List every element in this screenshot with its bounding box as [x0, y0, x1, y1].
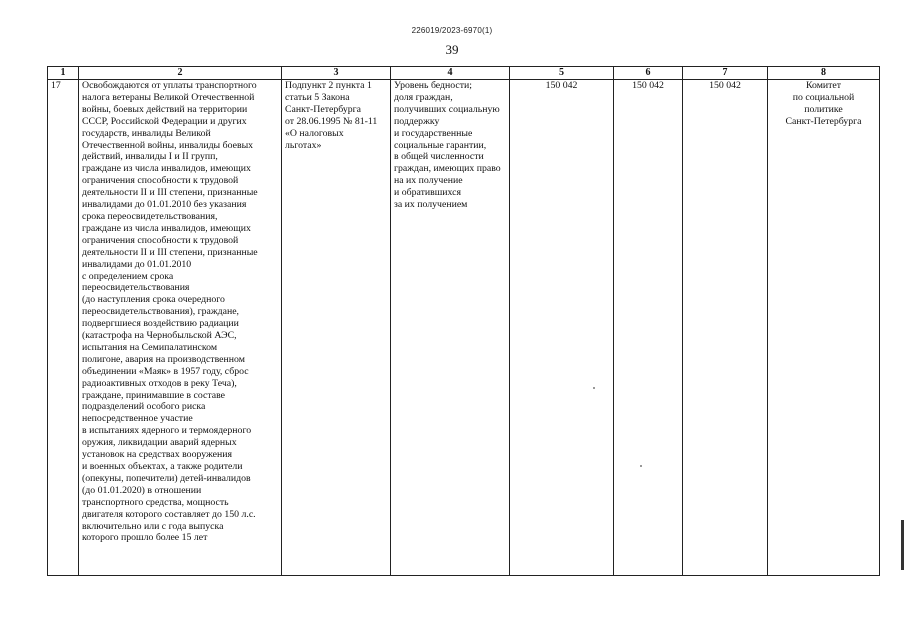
column-header-1: 1 [48, 67, 79, 80]
page-number: 39 [445, 42, 459, 57]
legal-basis: Подпункт 2 пункта 1 статьи 5 Закона Санкт-Петербурга от 28.06.1995 № 81-11 «О налоговых льготах» [282, 80, 391, 576]
column-header-7: 7 [683, 67, 768, 80]
scan-speck [593, 387, 595, 389]
benefit-description: Освобождаются от уплаты транспортного налога ветераны Великой Отечественной войны, боевых действий на территории СССР, Российской Федерации и других государств, инвалиды Великой Отечественной войны, инвалиды боевых действий, инвалиды I и II групп, граждане из числа инвалидов, имеющих ограничения способности к трудовой деятельности II и III степени, признанные инвалидами до 01.01.2010 без указания срока переосвидетельствования, граждане из числа инвалидов, имеющих ограничения способности к трудовой деятельности II и III степени, признанные инвалидами до 01.01.2010 с определением срока переосвидетельствования (до наступления срока очередного переосвидетельствования), граждане, подвергшиеся воздействию радиации (катастрофа на Чернобыльской АЭС, испытания на Семипалатинском полигоне, авария на производственном объединении «Маяк» в 1957 году, сброс радиоактивных отходов в реку Теча), граждане, принимавшие в составе подразделений особого риска непосредственное участие в испытаниях ядерного и термоядерного оружия, ликвидации аварий ядерных установок на средствах вооружения и военных объектах, а также родители (опекуны, попечители) детей-инвалидов (до 01.01.2020) в отношении транспортного средства, мощность двигателя которого составляет до 150 л.с. включительно или с года выпуска которого прошло более 15 лет [79, 80, 282, 576]
column-header-3: 3 [282, 67, 391, 80]
evaluation-criteria: Уровень бедности; доля граждан, получивших социальную поддержку и государственные социальные гарантии, в общей численности граждан, имеющих право на их получение и обратившихся за их получением [391, 80, 510, 576]
table-row [48, 80, 880, 576]
value-column-5: 150 042 [510, 80, 614, 576]
scan-speck [640, 465, 642, 467]
column-header-5: 5 [510, 67, 614, 80]
column-header-4: 4 [391, 67, 510, 80]
row-number: 17 [48, 80, 79, 576]
column-header-6: 6 [614, 67, 683, 80]
column-header-8: 8 [768, 67, 880, 80]
document-id: 226019/2023-6970(1) [411, 26, 493, 35]
value-column-6: 150 042 [614, 80, 683, 576]
column-number-row [48, 67, 880, 80]
value-column-7: 150 042 [683, 80, 768, 576]
column-header-2: 2 [79, 67, 282, 80]
benefits-table [47, 66, 880, 576]
responsible-organization: Комитет по социальной политике Санкт-Петербурга [768, 80, 880, 576]
